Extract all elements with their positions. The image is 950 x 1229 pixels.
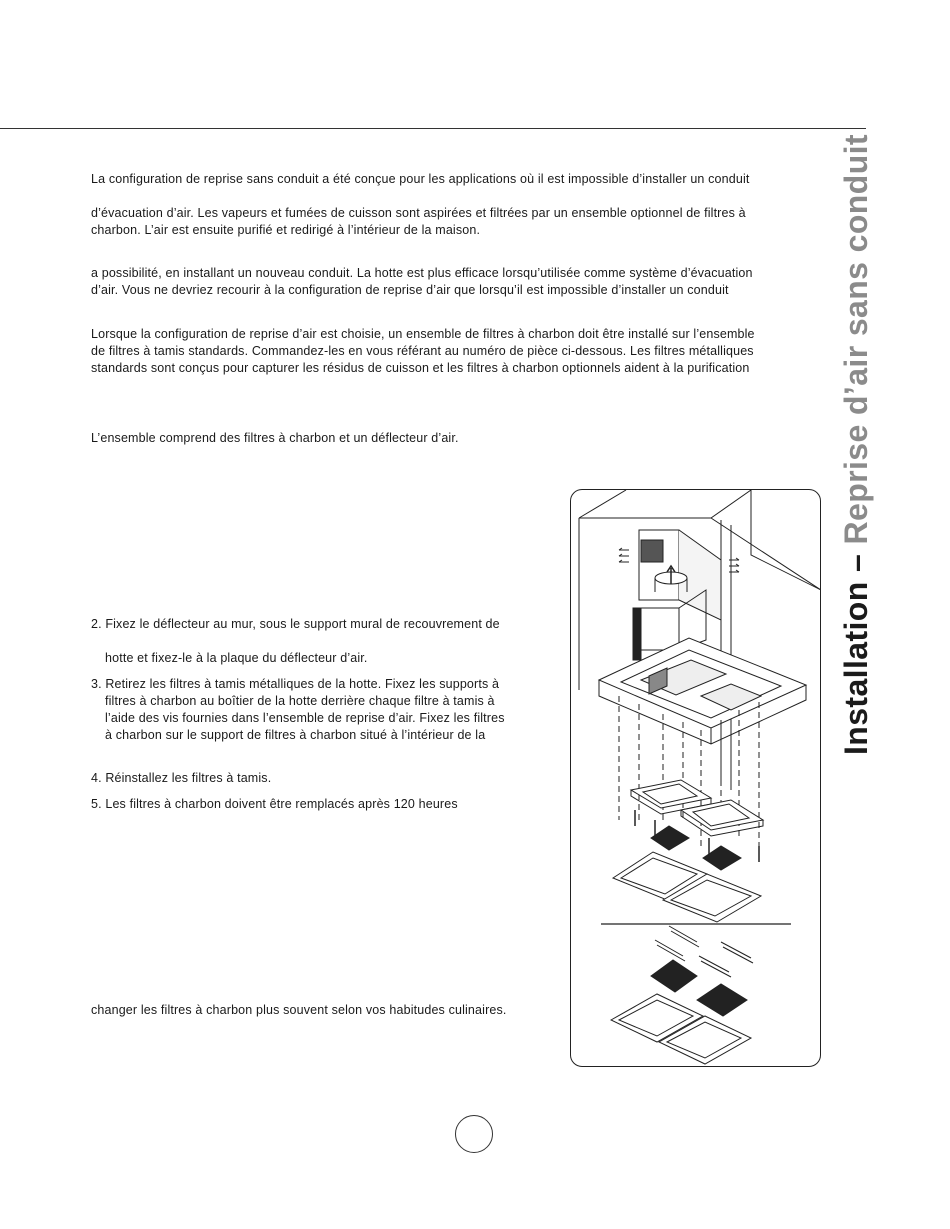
text-line: d’air. Vous ne devriez recourir à la configuration de reprise d’air que lorsqu’il est impossible d’installer un conduit bbox=[91, 283, 729, 297]
text-line: filtres à charbon au boîtier de la hotte derrière chaque filtre à tamis à bbox=[105, 694, 495, 708]
text-line: a possibilité, en installant un nouveau conduit. La hotte est plus efficace lorsqu’utilisée comme système d’évacuation bbox=[91, 266, 753, 280]
text-line: 2. Fixez le déflecteur au mur, sous le support mural de recouvrement de bbox=[91, 617, 500, 631]
kit-contents-paragraph: L’ensemble comprend des filtres à charbon et un déflecteur d’air. bbox=[91, 431, 459, 445]
hood-exploded-view bbox=[571, 490, 821, 1067]
text-line: Lorsque la configuration de reprise d’air est choisie, un ensemble de filtres à charbon doit être installé sur l’ensemble bbox=[91, 327, 755, 341]
step-4: 4. Réinstallez les filtres à tamis. bbox=[91, 771, 272, 785]
step-2 bbox=[91, 616, 551, 667]
text-line: charbon. L’air est ensuite purifié et redirigé à l’intérieur de la maison. bbox=[91, 223, 481, 237]
efficiency-paragraph bbox=[91, 265, 821, 299]
text-line: 3. Retirez les filtres à tamis métalliques de la hotte. Fixez les supports à bbox=[91, 677, 500, 691]
text-line: l’aide des vis fournies dans l’ensemble de reprise d’air. Fixez les filtres bbox=[105, 711, 505, 725]
step-5: 5. Les filtres à charbon doivent être remplacés après 120 heures bbox=[91, 797, 458, 811]
step-3 bbox=[91, 676, 551, 744]
page-number-circle bbox=[455, 1115, 493, 1153]
section-title bbox=[838, 134, 875, 755]
charcoal-paragraph bbox=[91, 326, 821, 377]
installation-diagram bbox=[570, 489, 821, 1067]
section-title-main: Installation – bbox=[838, 544, 874, 755]
section-title-sub: Reprise d’air sans conduit bbox=[838, 134, 874, 545]
text-line: de filtres à tamis standards. Commandez-les en vous référant au numéro de pièce ci-dessous. Les filtres métalliques bbox=[91, 344, 754, 358]
filter-change-note: changer les filtres à charbon plus souvent selon vos habitudes culinaires. bbox=[91, 1003, 507, 1017]
text-line: standards sont conçus pour capturer les résidus de cuisson et les filtres à charbon optionnels aident à la purification bbox=[91, 361, 750, 375]
text-line: hotte et fixez-le à la plaque du déflecteur d’air. bbox=[105, 651, 368, 665]
text-line: à charbon sur le support de filtres à charbon situé à l’intérieur de la bbox=[105, 728, 486, 742]
header-rule bbox=[0, 128, 866, 129]
intro-paragraph: La configuration de reprise sans conduit a été conçue pour les applications où il est impossible d’installer un conduit bbox=[91, 172, 750, 186]
description-paragraph bbox=[91, 205, 821, 239]
text-line: d’évacuation d’air. Les vapeurs et fumées de cuisson sont aspirées et filtrées par un ensemble optionnel de filtres à bbox=[91, 206, 746, 220]
